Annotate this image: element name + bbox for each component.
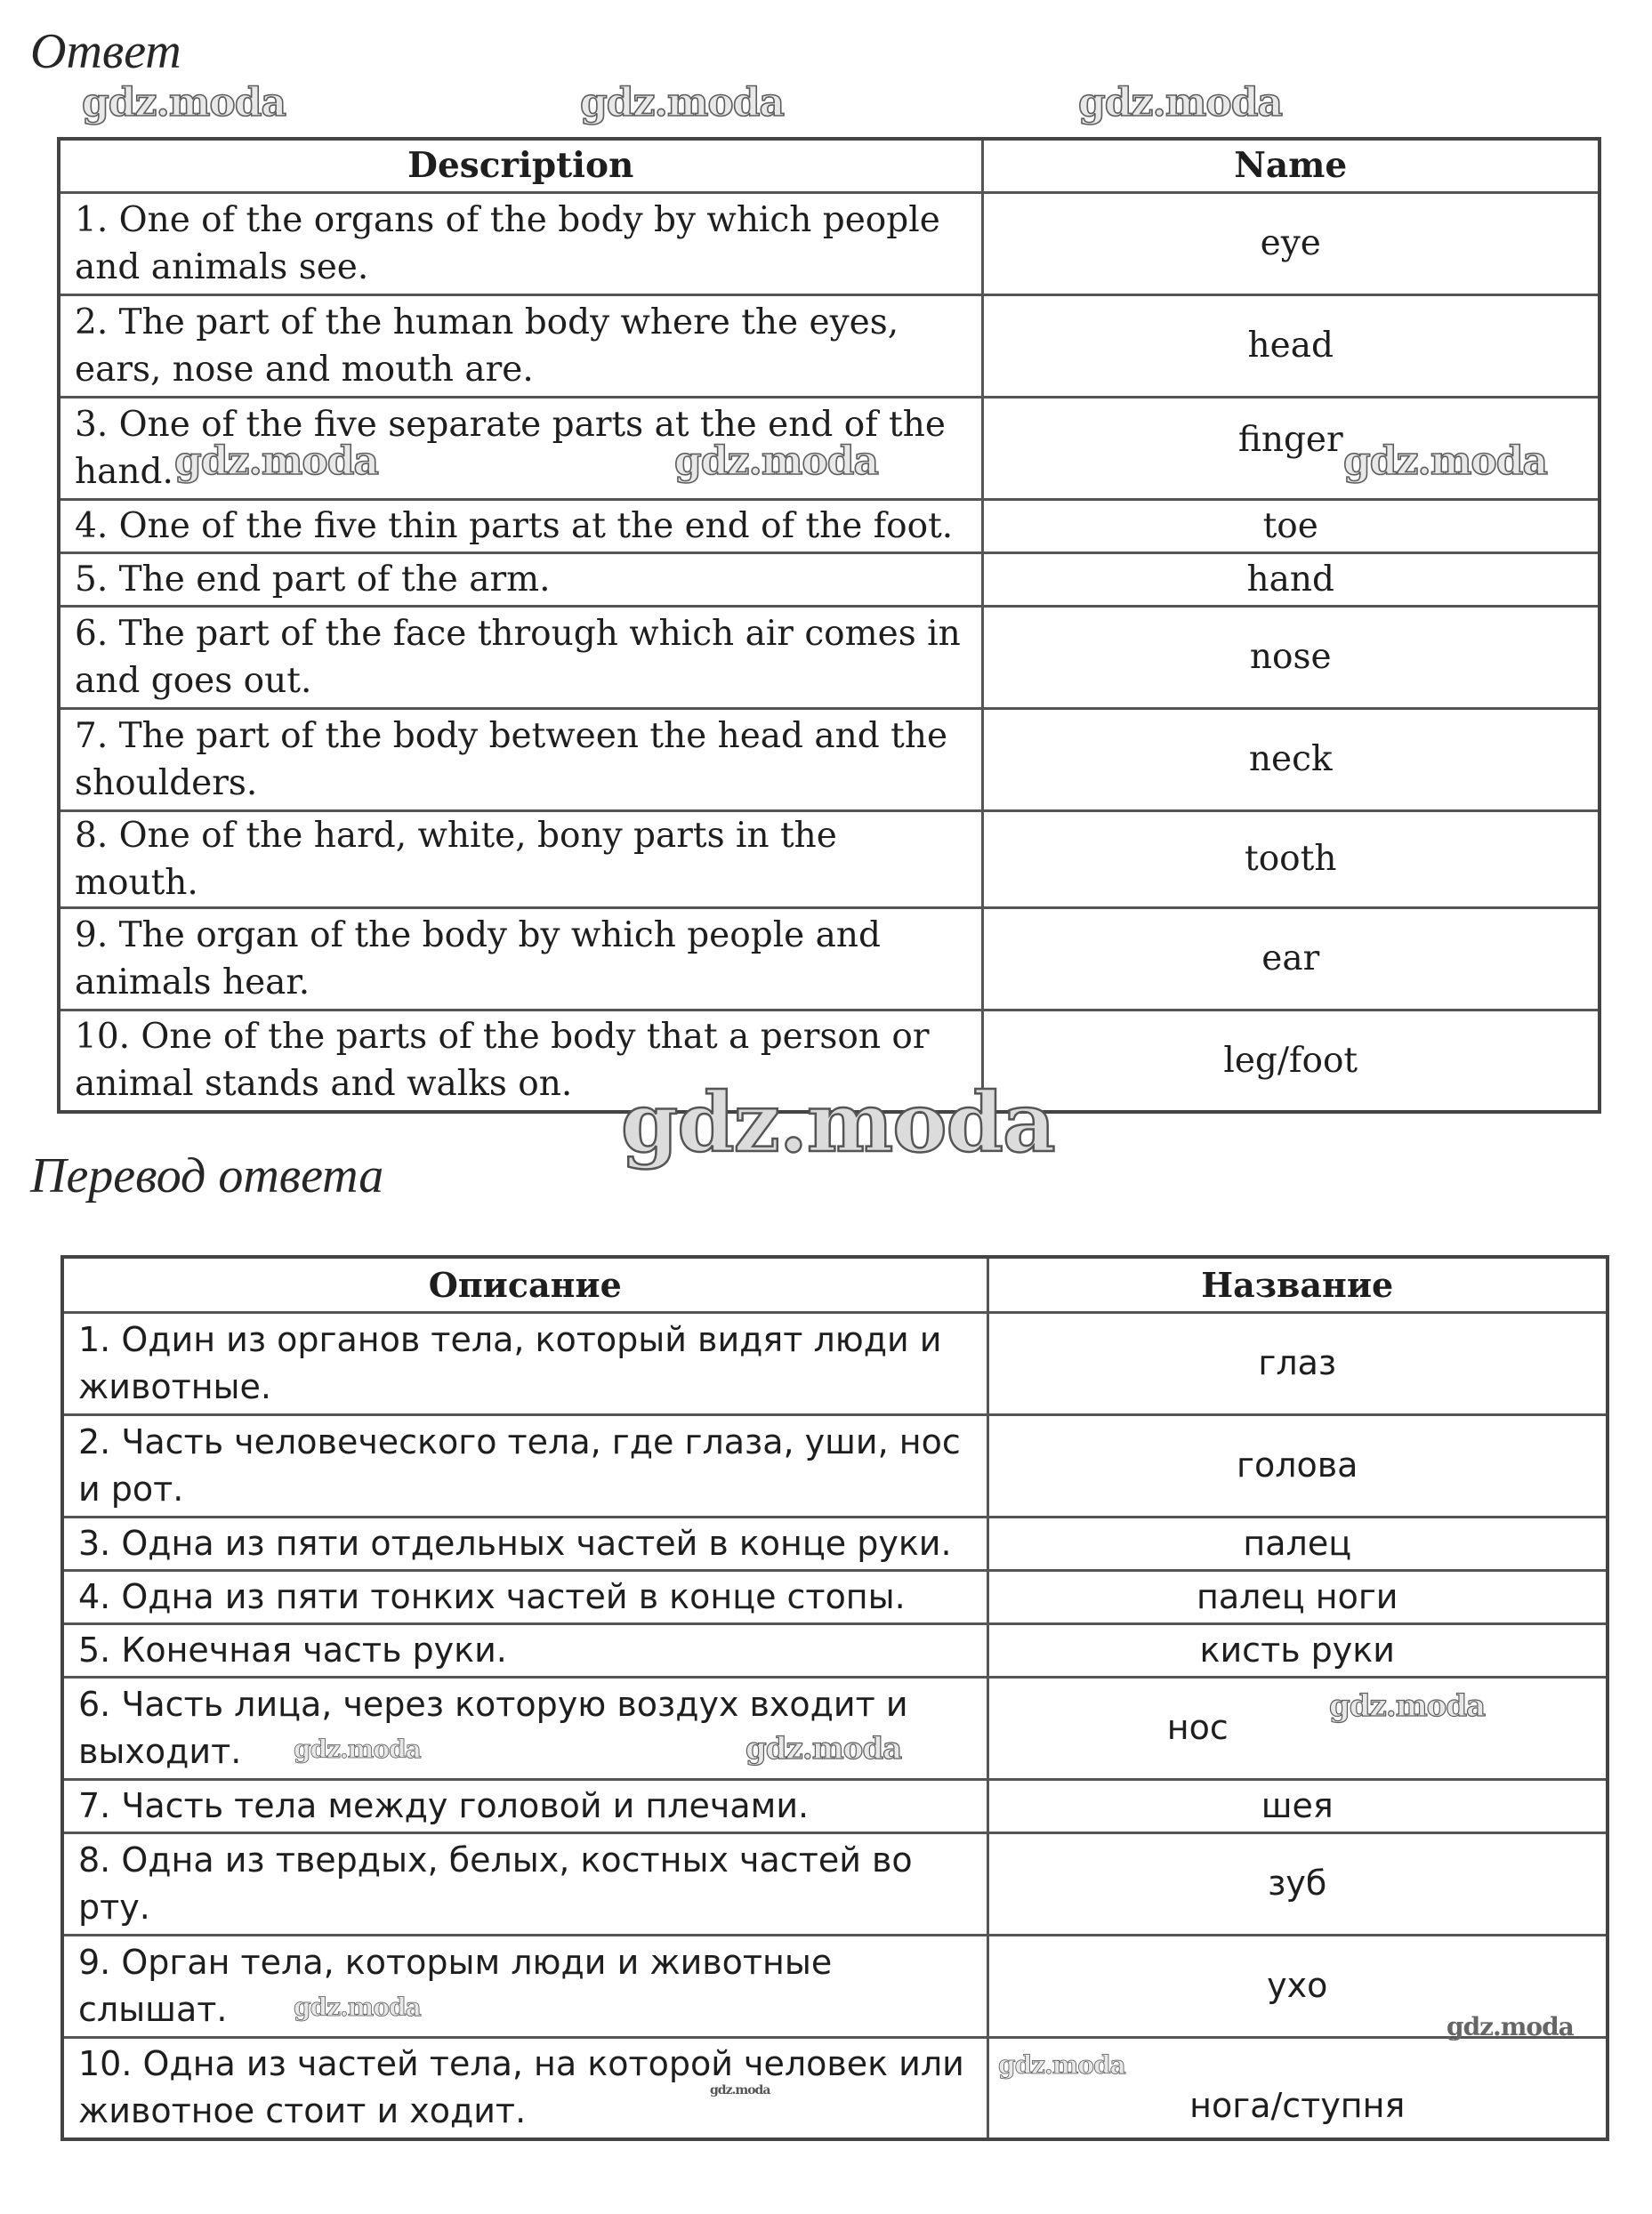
- answer-heading: Ответ: [30, 24, 181, 79]
- name-cell: палец: [987, 1517, 1608, 1570]
- name-cell: eye: [982, 192, 1600, 294]
- table-row: [59, 294, 1600, 397]
- name-cell: голова: [987, 1414, 1608, 1517]
- table-row: [59, 907, 1600, 1010]
- description-cell: 6. The part of the face through which air comes in and goes out.: [59, 606, 982, 708]
- watermark: gdz.moda: [745, 1731, 902, 1767]
- translation-heading: Перевод ответа: [30, 1148, 384, 1204]
- watermark: gdz.moda: [674, 439, 879, 484]
- watermark: gdz.moda: [294, 1993, 421, 2022]
- description-cell: 5. The end part of the arm.: [59, 552, 982, 606]
- watermark: gdz.moda: [580, 80, 785, 125]
- name-cell: нога/ступня: [987, 2037, 1608, 2139]
- name-cell: глаз: [987, 1312, 1608, 1414]
- table-row: [62, 1517, 1608, 1570]
- description-header: Описание: [62, 1257, 987, 1312]
- name-cell: шея: [987, 1779, 1608, 1832]
- name-cell: toe: [982, 499, 1600, 552]
- watermark: gdz.moda: [82, 80, 286, 125]
- name-cell: ear: [982, 907, 1600, 1010]
- name-cell: hand: [982, 552, 1600, 606]
- name-cell: нос: [987, 1677, 1608, 1779]
- description-cell: 5. Конечная часть руки.: [62, 1623, 987, 1677]
- watermark: gdz.moda: [710, 2083, 770, 2097]
- description-cell: 10. Одна из частей тела, на которой человек или животное стоит и ходит.: [62, 2037, 987, 2139]
- answer-table: [57, 137, 1601, 1114]
- description-cell: 1. Один из органов тела, который видят люди и животные.: [62, 1312, 987, 1414]
- watermark-large: gdz.moda: [621, 1075, 1055, 1171]
- table-row: [59, 708, 1600, 810]
- description-cell: 8. Одна из твердых, белых, костных частей во рту.: [62, 1832, 987, 1935]
- table-row: [59, 552, 1600, 606]
- table-row: [62, 2037, 1608, 2139]
- description-cell: 4. Одна из пяти тонких частей в конце стопы.: [62, 1570, 987, 1623]
- description-cell: 4. One of the five thin parts at the end of the foot.: [59, 499, 982, 552]
- table-row: [62, 1312, 1608, 1414]
- name-cell: палец ноги: [987, 1570, 1608, 1623]
- table-row: [62, 1832, 1608, 1935]
- description-cell: 7. The part of the body between the head and the shoulders.: [59, 708, 982, 810]
- watermark: gdz.moda: [1078, 80, 1283, 125]
- table-row: [59, 192, 1600, 294]
- name-cell: зуб: [987, 1832, 1608, 1935]
- description-cell: 2. Часть человеческого тела, где глаза, уши, нос и рот.: [62, 1414, 987, 1517]
- table-row: [59, 606, 1600, 708]
- description-header: Description: [59, 139, 982, 192]
- name-cell: neck: [982, 708, 1600, 810]
- watermark: gdz.moda: [1447, 2012, 1574, 2041]
- watermark: gdz.moda: [998, 2050, 1125, 2080]
- name-header: Name: [982, 139, 1600, 192]
- name-cell: ухо: [987, 1935, 1608, 2037]
- watermark: gdz.moda: [1329, 1688, 1486, 1724]
- name-header: Название: [987, 1257, 1608, 1312]
- name-cell: nose: [982, 606, 1600, 708]
- name-cell: finger: [982, 397, 1600, 499]
- table-row: [59, 499, 1600, 552]
- watermark: gdz.moda: [174, 439, 379, 484]
- name-cell: leg/foot: [982, 1010, 1600, 1112]
- table-row: [62, 1623, 1608, 1677]
- name-cell: кисть руки: [987, 1623, 1608, 1677]
- table-row: [62, 1779, 1608, 1832]
- description-cell: 2. The part of the human body where the eyes, ears, nose and mouth are.: [59, 294, 982, 397]
- description-cell: 3. Одна из пяти отдельных частей в конце руки.: [62, 1517, 987, 1570]
- table-row: [59, 810, 1600, 907]
- description-cell: 8. One of the hard, white, bony parts in the mouth.: [59, 810, 982, 907]
- watermark: gdz.moda: [294, 1735, 421, 1764]
- watermark: gdz.moda: [1343, 439, 1548, 484]
- description-cell: 7. Часть тела между головой и плечами.: [62, 1779, 987, 1832]
- name-cell: head: [982, 294, 1600, 397]
- description-cell: 10. One of the parts of the body that a person or animal stands and walks on.: [59, 1010, 982, 1112]
- table-row: [62, 1414, 1608, 1517]
- description-cell: 9. The organ of the body by which people and animals hear.: [59, 907, 982, 1010]
- description-cell: 6. Часть лица, через которую воздух входит и выходит.: [62, 1677, 987, 1779]
- description-cell: 3. One of the five separate parts at the end of the hand.: [59, 397, 982, 499]
- table-row: [62, 1570, 1608, 1623]
- description-cell: 1. One of the organs of the body by which people and animals see.: [59, 192, 982, 294]
- name-cell: tooth: [982, 810, 1600, 907]
- description-cell: 9. Орган тела, которым люди и животные слышат.: [62, 1935, 987, 2037]
